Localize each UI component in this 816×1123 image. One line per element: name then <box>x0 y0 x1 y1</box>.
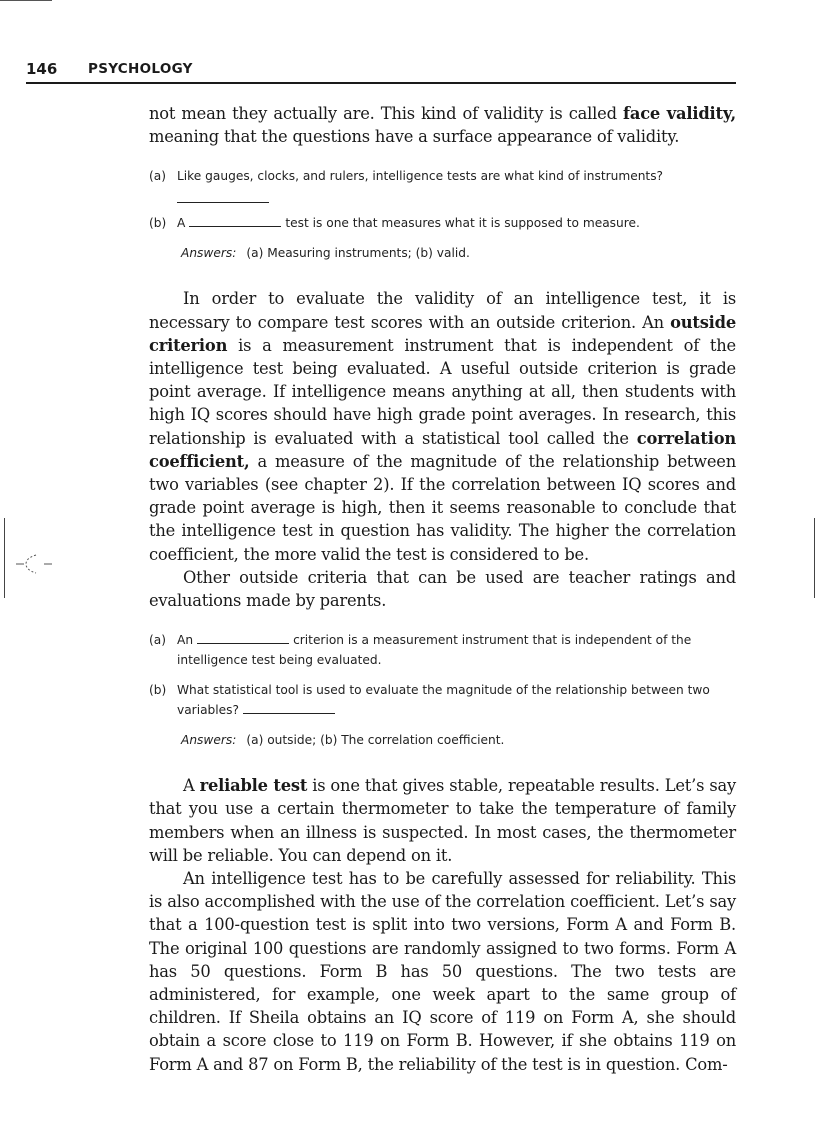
registration-mark-icon <box>14 550 54 578</box>
paragraph-intelligence-reliability: An intelligence test has to be carefully assessed for reliability. This is also accomplished with the use of the correlation coefficient. Let’s say that a 100-question test is split into two versions, Form A and Form B. The original 100 questions are randomly assigned to two forms. Form A has 50 questions. Form B has 50 questions. The two tests are administered, for example, one week apart to the same group of children. If Sheila obtains an IQ score of 119 on Form A, she should obtain a score close to 119 on Form B. However, if she obtains 119 on Form A and 87 on Form B, the reliability of the test is in question. Com- <box>149 869 736 1074</box>
page-number: 146 <box>26 60 58 78</box>
paragraph-other-criteria: Other outside criteria that can be used are teacher ratings and evaluations made by parents. <box>149 567 736 611</box>
page-content <box>149 102 736 1076</box>
term-outside-criterion: outside criterion <box>149 312 736 355</box>
term-face-validity: face validity, <box>623 104 736 123</box>
paragraph-validity: In order to evaluate the validity of an intelligence test, it is necessary to compare test scores with an outside criterion. An outside criterion is a measurement instrument that is independent of the intelligence test being evaluated. A useful outside criterion is grade point average. If intelligence means anything at all, then students with high IQ scores should have high grade point averages. In research, this relationship is evaluated with a statistical tool called the correlation coefficient, a measure of the magnitude of the relationship between two variables (see chapter 2). If the correlation between IQ scores and grade point average is high, then it seems reasonable to conclude that the intelligence test in question has validity. The higher the correlation coefficient, the more valid the test is considered to be. <box>149 289 736 564</box>
question-text: Like gauges, clocks, and rulers, intelligence tests are what kind of instruments? <box>177 169 664 184</box>
answer-blank[interactable] <box>243 701 335 714</box>
term-reliable-test: reliable test <box>199 776 308 796</box>
crop-line-right <box>814 518 815 598</box>
paragraph-face-validity: not mean they actually are. This kind of validity is called face validity, meaning that the questions have a surface appearance of validity. <box>149 104 736 147</box>
question-b: (b) What statistical tool is used to evaluate the magnitude of the relationship between two variables? <box>149 683 710 718</box>
question-a: (a) An criterion is a measurement instrument that is independent of the intelligence test being evaluated. <box>149 633 692 668</box>
question-a: (a) Like gauges, clocks, and rulers, intelligence tests are what kind of instruments? <box>149 166 736 203</box>
crop-mark-top <box>0 0 52 1</box>
paragraph-reliable-test: A reliable test is one that gives stable, repeatable results. Let’s say that you use a certain thermometer to take the temperature of family members when an illness is suspected. In most cases, the thermometer will be reliable. You can depend on it. <box>149 776 736 865</box>
answers-line: Answers: (a) Measuring instruments; (b) valid. <box>181 246 470 261</box>
running-head: PSYCHOLOGY <box>88 61 193 77</box>
answer-blank[interactable] <box>189 214 281 227</box>
page-header <box>26 60 736 84</box>
quiz-block-2 <box>149 630 736 750</box>
answer-blank[interactable] <box>177 188 269 203</box>
crop-line-left <box>4 518 5 598</box>
quiz-block-1 <box>149 166 736 263</box>
answers-line: Answers: (a) outside; (b) The correlation coefficient. <box>181 733 505 748</box>
term-correlation-coefficient: correlation coefficient, <box>149 428 736 471</box>
question-b: (b) A test is one that measures what it is supposed to measure. <box>149 216 640 231</box>
answer-blank[interactable] <box>197 631 289 644</box>
